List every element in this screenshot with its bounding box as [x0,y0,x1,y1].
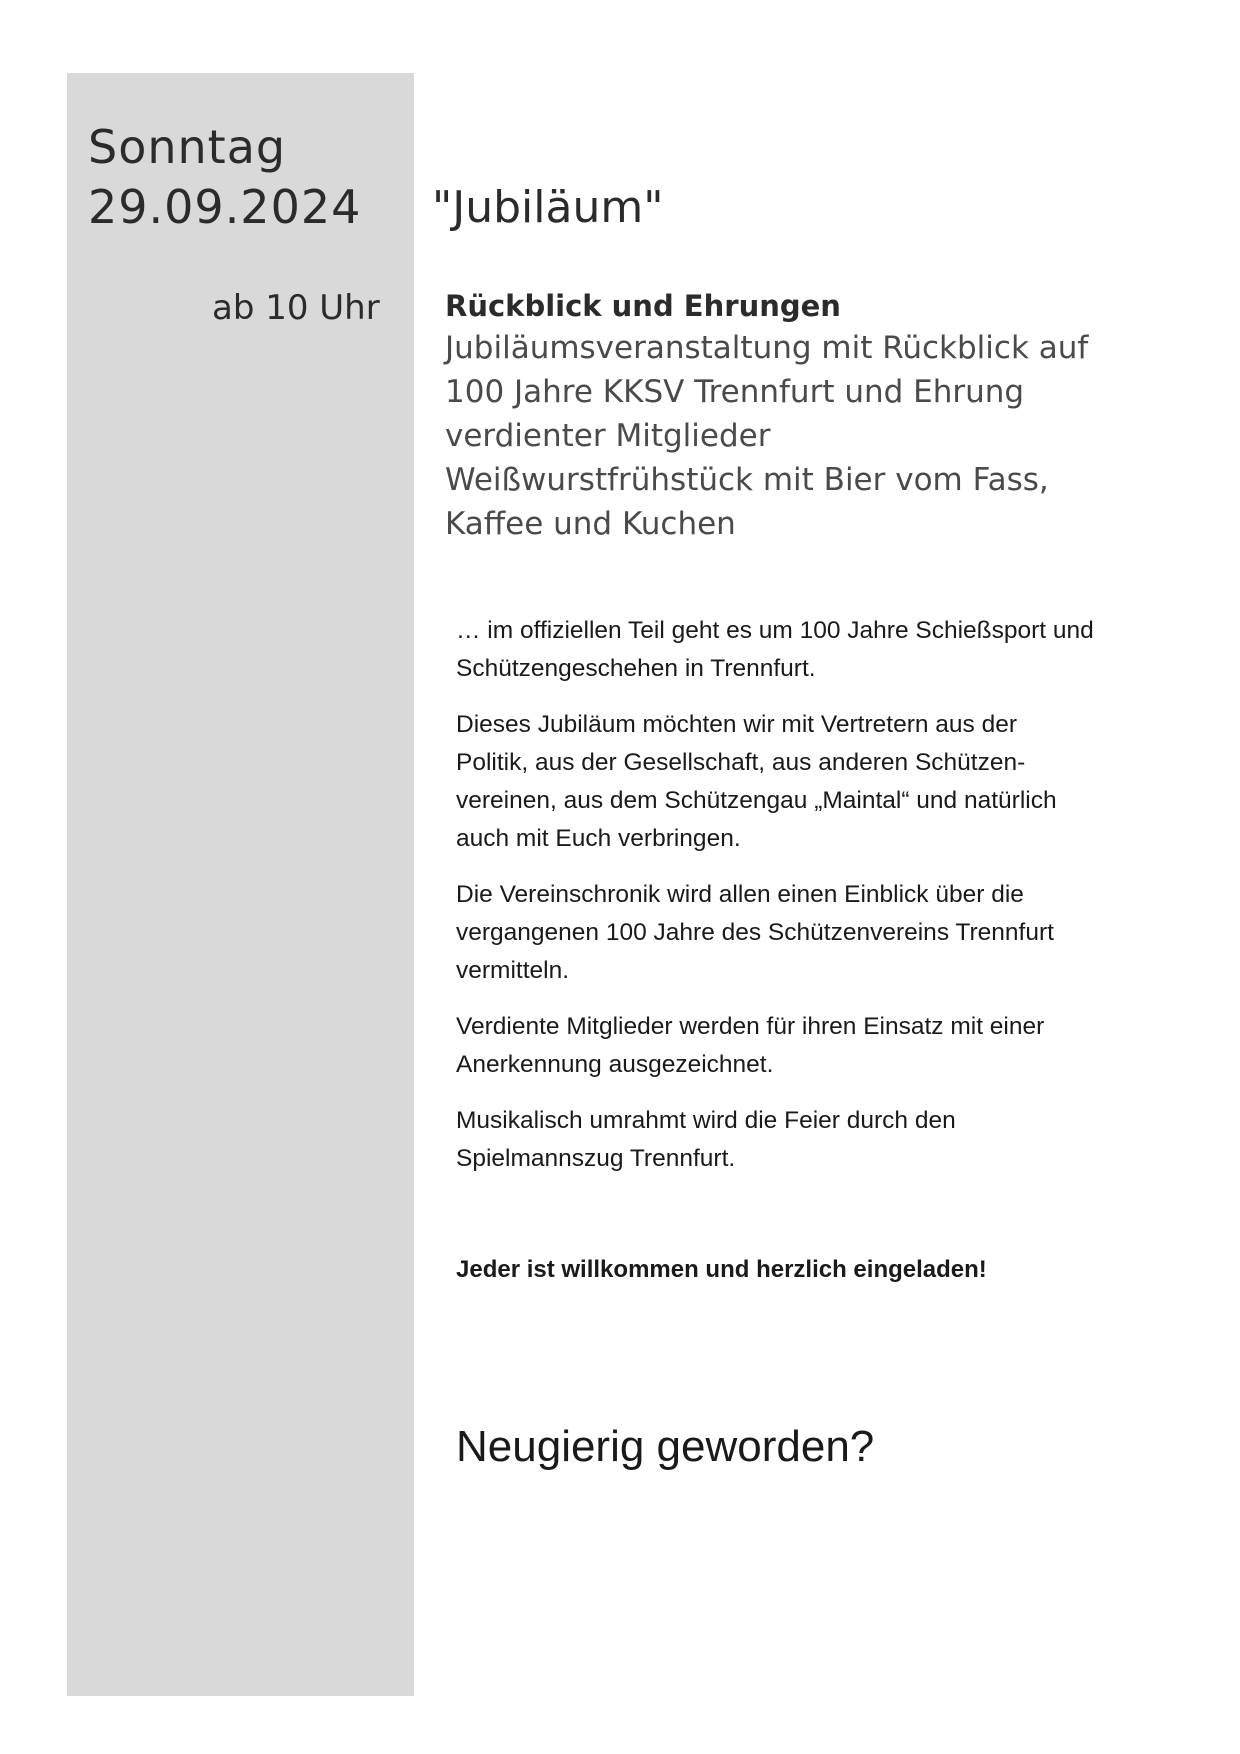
body-paragraph: Dieses Jubiläum möchten wir mit Vertretern aus der Politik, aus der Gesellschaft, aus anderen Schützen- vereinen, aus dem Schützengau „Maintal“ und natürlich auch mit Euch verbringen. [456,711,1057,852]
event-description-line: Weißwurstfrühstück mit Bier vom Fass, [445,462,1049,498]
invitation-text: Jeder ist willkommen und herzlich eingeladen! [456,1256,987,1283]
body-text [456,612,1156,1196]
body-paragraph: Verdiente Mitglieder werden für ihren Einsatz mit einer Anerkennung ausgezeichnet. [456,1013,1045,1078]
event-day: Sonntag [88,120,287,174]
event-description-line: 100 Jahre KKSV Trennfurt und Ehrung [445,374,1025,410]
event-description-line: Kaffee und Kuchen [445,506,736,542]
event-date: 29.09.2024 [88,180,362,234]
event-title: "Jubiläum" [432,182,664,233]
body-paragraph: … im offiziellen Teil geht es um 100 Jahre Schießsport und Schützengeschehen in Trennfurt. [456,617,1094,682]
event-time: ab 10 Uhr [212,288,380,328]
event-description-line: Jubiläumsveranstaltung mit Rückblick auf [445,330,1089,366]
event-subtitle: Rückblick und Ehrungen [445,289,841,323]
body-paragraph: Die Vereinschronik wird allen einen Einblick über die vergangenen 100 Jahre des Schützenvereins Trennfurt vermitteln. [456,881,1054,984]
closing-question: Neugierig geworden? [456,1422,875,1471]
event-description-line: verdienter Mitglieder [445,418,771,454]
body-paragraph: Musikalisch umrahmt wird die Feier durch den Spielmannszug Trennfurt. [456,1107,956,1172]
